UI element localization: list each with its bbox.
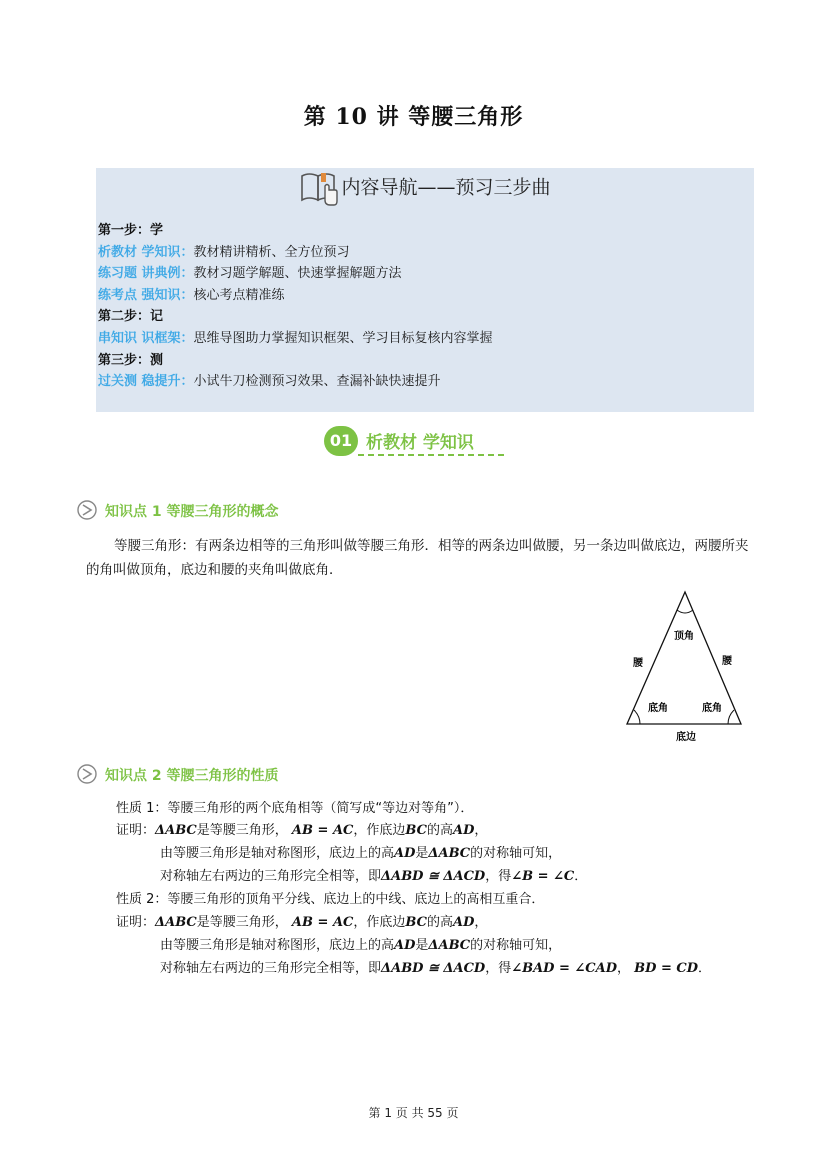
- nav-line: [98, 242, 748, 264]
- text: ，得: [485, 961, 512, 976]
- label-right-leg: 腰: [722, 656, 732, 667]
- text: ．: [574, 869, 588, 884]
- proof-2-line-1: [116, 912, 487, 934]
- proof-1-line-1: [116, 820, 487, 842]
- knowledge-point-1-title: 知识点 1 等腰三角形的概念: [105, 504, 279, 520]
- nav-heading: [96, 170, 754, 206]
- text: ．: [697, 961, 711, 976]
- nav-step: 第三步：测: [98, 352, 164, 368]
- label-base-angle-right: 底角: [702, 703, 722, 714]
- property-1: 性质 1：等腰三角形的两个底角相等（简写成“等边对等角”）．: [116, 801, 474, 816]
- math-ad: AD: [394, 846, 416, 861]
- nav-highlight: 练考点 强知识：: [98, 287, 194, 303]
- nav-highlight: 串知识 识框架：: [98, 330, 194, 346]
- nav-line: [98, 350, 748, 372]
- page-footer: 第 1 页 共 55 页: [368, 1106, 459, 1120]
- content-navigation-box: [96, 168, 754, 412]
- nav-text: 小试牛刀检测预习效果、查漏补缺快速提升: [193, 374, 441, 390]
- nav-highlight: 过关测 稳提升：: [98, 374, 194, 390]
- nav-line: [98, 220, 748, 242]
- kp1-text: 等腰三角形：有两条边相等的三角形叫做等腰三角形．相等的两条边叫做腰，另一条边叫做底边，两腰所夹的角叫做顶角，底边和腰的夹角叫做底角．: [86, 538, 749, 578]
- math-angle-bad-eq-cad: ∠BAD = ∠CAD: [511, 961, 617, 976]
- book-pointer-icon: [299, 170, 339, 206]
- nav-line: [98, 371, 748, 393]
- math-triangle-abc: ΔABC: [428, 938, 471, 953]
- math-bc: BC: [405, 915, 427, 930]
- nav-line: [98, 285, 748, 307]
- section-number: 01: [324, 426, 358, 456]
- text: ，: [474, 823, 488, 838]
- nav-text: 教材精讲精析、全方位预习: [193, 244, 350, 260]
- math-ab-eq-ac: AB = AC: [291, 823, 354, 838]
- section-label: 析教材 学知识: [366, 433, 474, 453]
- nav-highlight: 练习题 讲典例：: [98, 266, 194, 282]
- label-apex-angle: 顶角: [674, 631, 694, 642]
- property-2: 性质 2：等腰三角形的顶角平分线、底边上的中线、底边上的高相互重合．: [116, 892, 545, 907]
- circle-arrow-icon: [76, 499, 98, 521]
- text: 对称轴左右两边的三角形完全相等，即: [160, 961, 382, 976]
- math-bc: BC: [405, 823, 427, 838]
- math-ad: AD: [452, 823, 475, 838]
- nav-line: [98, 328, 748, 350]
- math-triangle-abc: ΔABC: [428, 846, 471, 861]
- nav-lines: [98, 220, 748, 393]
- text: 是: [415, 846, 429, 861]
- text: 是: [415, 938, 429, 953]
- text: 的对称轴可知，: [470, 846, 562, 861]
- kp1-definition: [86, 534, 754, 582]
- isosceles-triangle-figure: [620, 586, 750, 746]
- nav-line: [98, 263, 748, 285]
- nav-step: 第二步：记: [98, 309, 164, 325]
- text: 的高: [426, 823, 453, 838]
- proof-2-line-3: [160, 958, 711, 980]
- math-ab-eq-ac: AB = AC: [291, 915, 354, 930]
- math-triangle-abc: ΔABC: [155, 915, 197, 930]
- proof-label: 证明：: [116, 915, 156, 930]
- text: ，: [474, 915, 488, 930]
- nav-text: 教材习题学解题、快速掌握解题方法: [193, 266, 402, 282]
- text: 的高: [426, 915, 453, 930]
- text: ，得: [485, 869, 512, 884]
- math-congruent: ΔABD ≅ ΔACD: [381, 961, 486, 976]
- proof-1-line-3: [160, 866, 587, 888]
- math-congruent: ΔABD ≅ ΔACD: [381, 869, 486, 884]
- section-badge: [324, 424, 514, 460]
- text: 由等腰三角形是轴对称图形，底边上的高: [160, 846, 395, 861]
- proof-label: 证明：: [116, 823, 156, 838]
- label-left-leg: 腰: [633, 658, 643, 669]
- label-base-angle-left: 底角: [648, 703, 668, 714]
- nav-line: [98, 306, 748, 328]
- label-base: 底边: [676, 732, 696, 743]
- text: 是等腰三角形，: [196, 823, 288, 838]
- math-angle-b-eq-c: ∠B = ∠C: [511, 869, 575, 884]
- math-bd-eq-cd: BD = CD: [634, 961, 698, 976]
- text: ，: [617, 961, 631, 976]
- circle-arrow-icon: [76, 763, 98, 785]
- proof-2-line-2: [160, 935, 561, 957]
- text: ，作底边: [353, 823, 406, 838]
- text: 的对称轴可知，: [470, 938, 562, 953]
- math-ad: AD: [452, 915, 475, 930]
- nav-text: 核心考点精准练: [193, 287, 285, 303]
- nav-highlight: 析教材 学知识：: [98, 244, 194, 260]
- nav-text: 思维导图助力掌握知识框架、学习目标复核内容掌握: [193, 330, 493, 346]
- page-title: 第 10 讲 等腰三角形: [303, 104, 524, 130]
- text: 由等腰三角形是轴对称图形，底边上的高: [160, 938, 395, 953]
- section-underline: [358, 454, 504, 456]
- knowledge-point-2-title: 知识点 2 等腰三角形的性质: [105, 768, 279, 784]
- proof-1-line-2: [160, 843, 561, 865]
- nav-heading-text: 内容导航——预习三步曲: [341, 176, 551, 199]
- text: ，作底边: [353, 915, 406, 930]
- math-triangle-abc: ΔABC: [155, 823, 197, 838]
- text: 对称轴左右两边的三角形完全相等，即: [160, 869, 382, 884]
- text: 是等腰三角形，: [196, 915, 288, 930]
- math-ad: AD: [394, 938, 416, 953]
- nav-step: 第一步：学: [98, 223, 164, 238]
